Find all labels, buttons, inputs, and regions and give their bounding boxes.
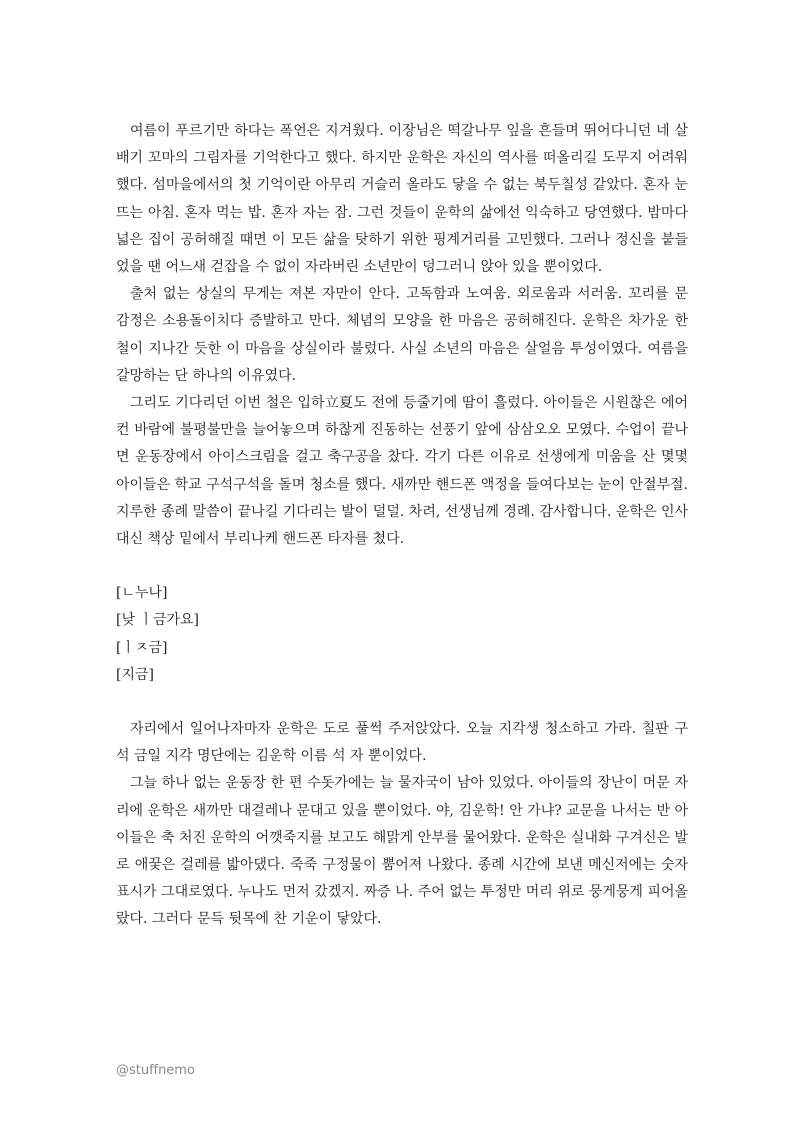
paragraph: 그리도 기다리던 이번 철은 입하立夏도 전에 등줄기에 땀이 흘렀다. 아이들은 시원찮은 에어컨 바람에 불평불만을 늘어놓으며 하찮게 진동하는 선풍기 앞에 삼삼오오 모였다. 수업이 끝나면 운동장에서 아이스크림을 걸고 축구공을 찼다. 각기 다른 이유로 선생에게 미움을 산 몇몇 아이들은 학교 구석구석을 돌며 청소를 했다. 새까만 핸드폰 액정을 들여다보는 눈이 안절부절. 지루한 종례 말씀이 끝나길 기다리는 발이 덜덜. 차려, 선생님께 경례. 감사합니다. 운학은 인사 대신 책상 밑에서 부리나케 핸드폰 타자를 쳤다. bbox=[116, 395, 688, 548]
document-body bbox=[116, 118, 688, 934]
message-block bbox=[116, 580, 688, 689]
paragraph: 출처 없는 상실의 무게는 져본 자만이 안다. 고독함과 노여움. 외로움과 서러움. 꼬리를 문 감정은 소용돌이치다 증발하고 만다. 체념의 모양을 한 마음은 공허해진다. 운학은 차가운 한 철이 지나간 듯한 이 마음을 상실이라 불렀다. 사실 소년의 마음은 살얼음 투성이였다. 여름을 갈망하는 단 하나의 이유였다. bbox=[116, 286, 688, 384]
message-line: [지금] bbox=[116, 666, 154, 683]
message-line: [ㅣㅈ금] bbox=[116, 639, 168, 656]
paragraph: 자리에서 일어나자마자 운학은 도로 풀썩 주저앉았다. 오늘 지각생 청소하고 가라. 칠판 구석 금일 지각 명단에는 김운학 이름 석 자 뿐이었다. bbox=[116, 721, 688, 765]
message-line: [ㄴ누나] bbox=[116, 585, 168, 602]
spacer bbox=[116, 689, 688, 716]
paragraph: 그늘 하나 없는 운동장 한 편 수돗가에는 늘 물자국이 남아 있었다. 아이들의 장난이 머문 자리에 운학은 새까만 대걸레나 문대고 있을 뿐이었다. 야, 김운학! 안 가냐? 교문을 나서는 반 아이들은 축 처진 운학의 어깻죽지를 보고도 해맑게 안부를 물어왔다. 운학은 실내화 구겨신은 발로 애꿎은 걸레를 밟아댔다. 죽죽 구정물이 뿜어져 나왔다. 종례 시간에 보낸 메신저에는 숫자 표시가 그대로였다. 누나도 먼저 갔겠지. 짜증 나. 주어 없는 투정만 머리 위로 뭉게뭉게 피어올랐다. 그러다 문득 뒷목에 찬 기운이 닿았다. bbox=[116, 775, 688, 928]
author-handle: @stuffnemo bbox=[116, 1063, 195, 1078]
message-line: [낮 ㅣ금가요] bbox=[116, 612, 199, 629]
paragraph: 여름이 푸르기만 하다는 폭언은 지겨웠다. 이장님은 떡갈나무 잎을 흔들며 뛰어다니던 네 살배기 꼬마의 그림자를 기억한다고 했다. 하지만 운학은 자신의 역사를 떠올리길 도무지 어려워했다. 섬마을에서의 첫 기억이란 아무리 거슬러 올라도 닿을 수 없는 북두칠성 같았다. 혼자 눈뜨는 아침. 혼자 먹는 밥. 혼자 자는 잠. 그런 것들이 운학의 삶에선 익숙하고 당연했다. 밤마다 넓은 집이 공허해질 때면 이 모든 삶을 탓하기 위한 핑계거리를 고민했다. 그러나 정신을 붙들었을 땐 어느새 걷잡을 수 없이 자라버린 소년만이 덩그러니 앉아 있을 뿐이었다. bbox=[116, 123, 688, 276]
spacer bbox=[116, 553, 688, 580]
